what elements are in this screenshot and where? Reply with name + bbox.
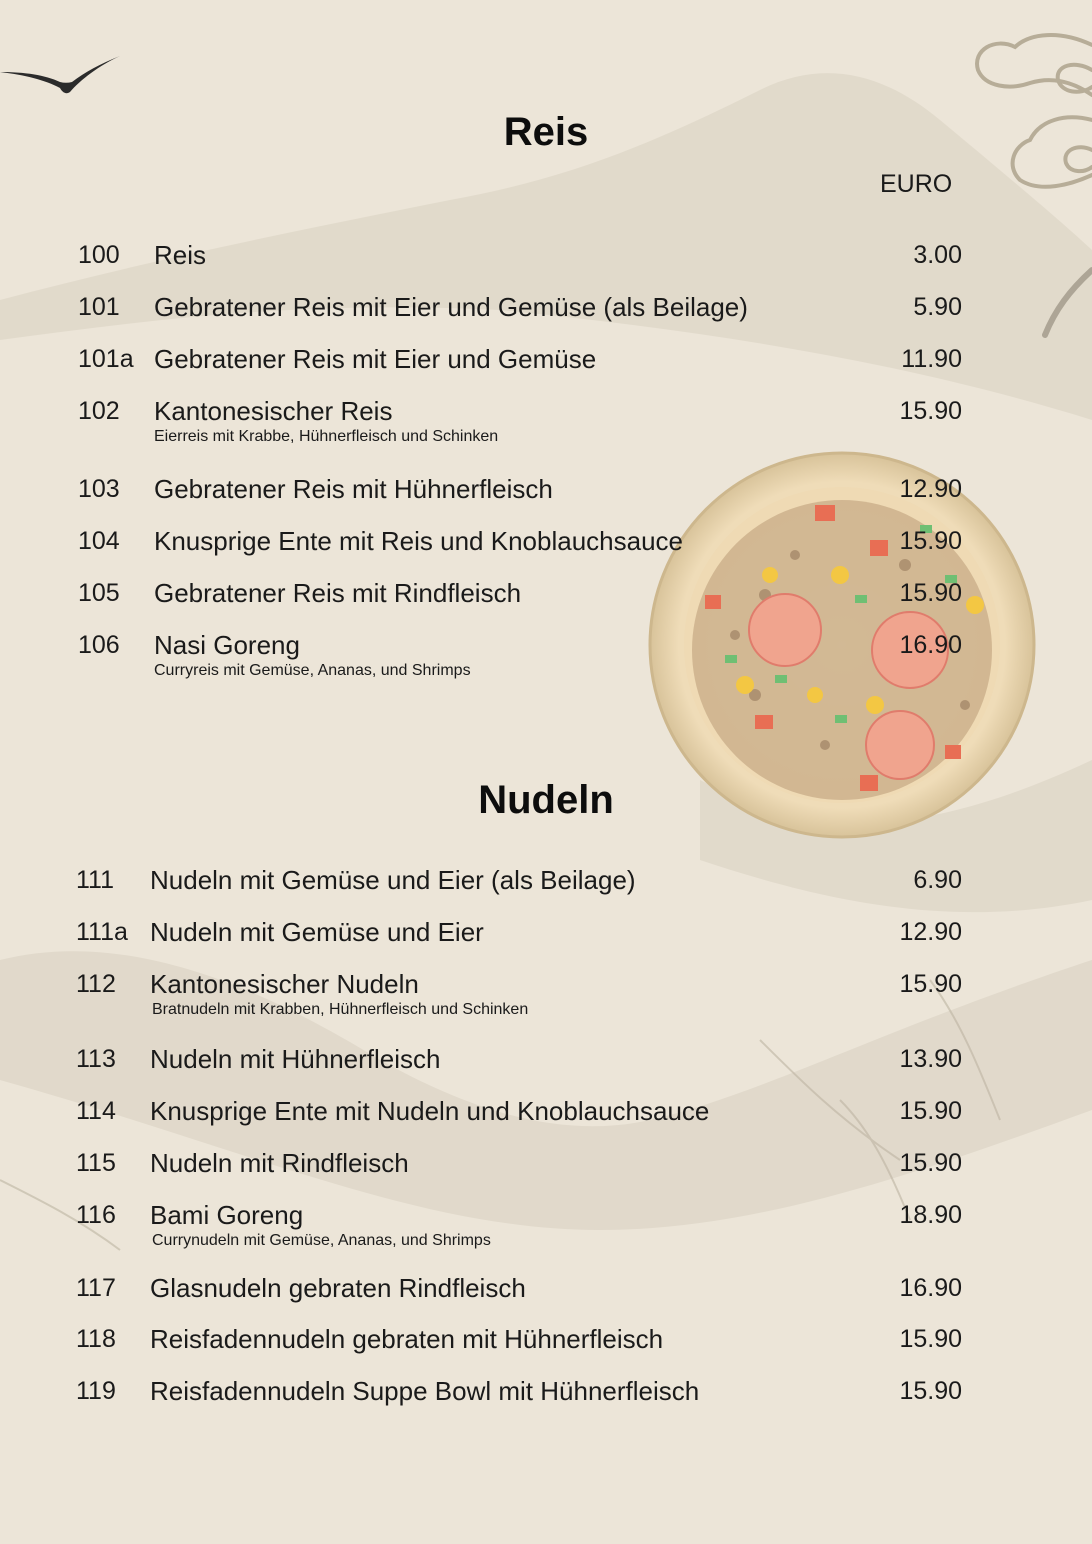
menu-item-price: 15.90 [899,1149,962,1177]
menu-item-number: 101 [78,293,120,321]
menu-item-number: 106 [78,631,120,659]
menu-item-number: 115 [76,1149,116,1177]
menu-item-price: 15.90 [899,527,962,555]
menu-item-number: 103 [78,475,120,503]
menu-item [0,917,1092,977]
menu-item-number: 117 [76,1274,116,1302]
menu-item [0,578,1092,638]
menu-item [0,1096,1092,1156]
menu-item-number: 116 [76,1201,116,1229]
menu-item [0,1376,1092,1436]
menu-item-price: 15.90 [899,1377,962,1405]
menu-item [0,1324,1092,1384]
currency-label: EURO [880,170,953,198]
menu-item-price: 15.90 [899,579,962,607]
menu-item-description: Curryreis mit Gemüse, Ananas, und Shrimps [154,662,471,679]
menu-item-name: Kantonesischer Reis [154,396,393,426]
menu-item-price: 18.90 [899,1201,962,1229]
menu-item-number: 119 [76,1377,116,1405]
menu-item-name: Reis [154,240,207,270]
menu-item-name: Glasnudeln gebraten Rindfleisch [150,1273,526,1303]
menu-item-name: Gebratener Reis mit Rindfleisch [154,578,522,608]
menu-item-name: Knusprige Ente mit Nudeln und Knoblauchsauce [150,1096,710,1126]
menu-item [0,292,1092,352]
menu-item-name: Nudeln mit Gemüse und Eier (als Beilage) [150,865,636,895]
menu-item-name: Reisfadennudeln Suppe Bowl mit Hühnerfleisch [150,1376,700,1406]
menu-item [0,630,1092,690]
menu-item [0,1044,1092,1104]
menu-item-price: 11.90 [901,345,962,373]
menu-item-description: Currynudeln mit Gemüse, Ananas, und Shrimps [152,1232,491,1249]
menu-item-number: 114 [76,1097,116,1125]
menu-item-name: Nudeln mit Hühnerfleisch [150,1044,441,1074]
menu-item-number: 112 [76,970,116,998]
menu-item [0,344,1092,404]
menu-item-number: 111a [76,918,128,946]
section-title-nudeln: Nudeln [478,778,614,822]
menu-item-price: 16.90 [899,631,962,659]
menu-item-name: Nasi Goreng [154,630,300,660]
menu-item-price: 6.90 [913,866,962,894]
menu-item-description: Bratnudeln mit Krabben, Hühnerfleisch und Schinken [152,1001,529,1018]
menu-item [0,240,1092,300]
menu-item-number: 100 [78,241,120,269]
bird-icon [0,50,130,100]
menu-item-name: Reisfadennudeln gebraten mit Hühnerfleisch [150,1324,664,1354]
menu-item-name: Knusprige Ente mit Reis und Knoblauchsauce [154,526,683,556]
menu-item [0,396,1092,456]
menu-item-number: 111 [76,866,115,894]
menu-item-price: 15.90 [899,397,962,425]
menu-item-price: 12.90 [899,475,962,503]
menu-item-price: 5.90 [913,293,962,321]
menu-item-number: 113 [76,1045,116,1073]
menu-item-price: 15.90 [899,1325,962,1353]
menu-item-price: 12.90 [899,918,962,946]
menu-item-name: Gebratener Reis mit Hühnerfleisch [154,474,553,504]
menu-item [0,526,1092,586]
menu-item-price: 15.90 [899,1097,962,1125]
menu-item-name: Bami Goreng [150,1200,304,1230]
menu-item-name: Kantonesischer Nudeln [150,969,419,999]
menu-item-name: Nudeln mit Rindfleisch [150,1148,409,1178]
menu-item-number: 101a [78,345,134,373]
menu-item-price: 15.90 [899,970,962,998]
menu-item-number: 104 [78,527,120,555]
menu-item [0,1200,1092,1260]
menu-item-number: 118 [76,1325,116,1353]
menu-item [0,865,1092,925]
menu-item-price: 16.90 [899,1274,962,1302]
menu-item-name: Nudeln mit Gemüse und Eier [150,917,484,947]
menu-item-description: Eierreis mit Krabbe, Hühnerfleisch und Schinken [154,428,499,445]
menu-item [0,474,1092,534]
menu-item-price: 3.00 [913,241,962,269]
menu-item [0,1148,1092,1208]
menu-item-name: Gebratener Reis mit Eier und Gemüse [154,344,597,374]
menu-item-number: 102 [78,397,120,425]
menu-item-price: 13.90 [899,1045,962,1073]
menu-item [0,969,1092,1029]
section-title-reis: Reis [503,110,589,154]
menu-item-number: 105 [78,579,120,607]
menu-item-name: Gebratener Reis mit Eier und Gemüse (als Beilage) [154,292,748,322]
